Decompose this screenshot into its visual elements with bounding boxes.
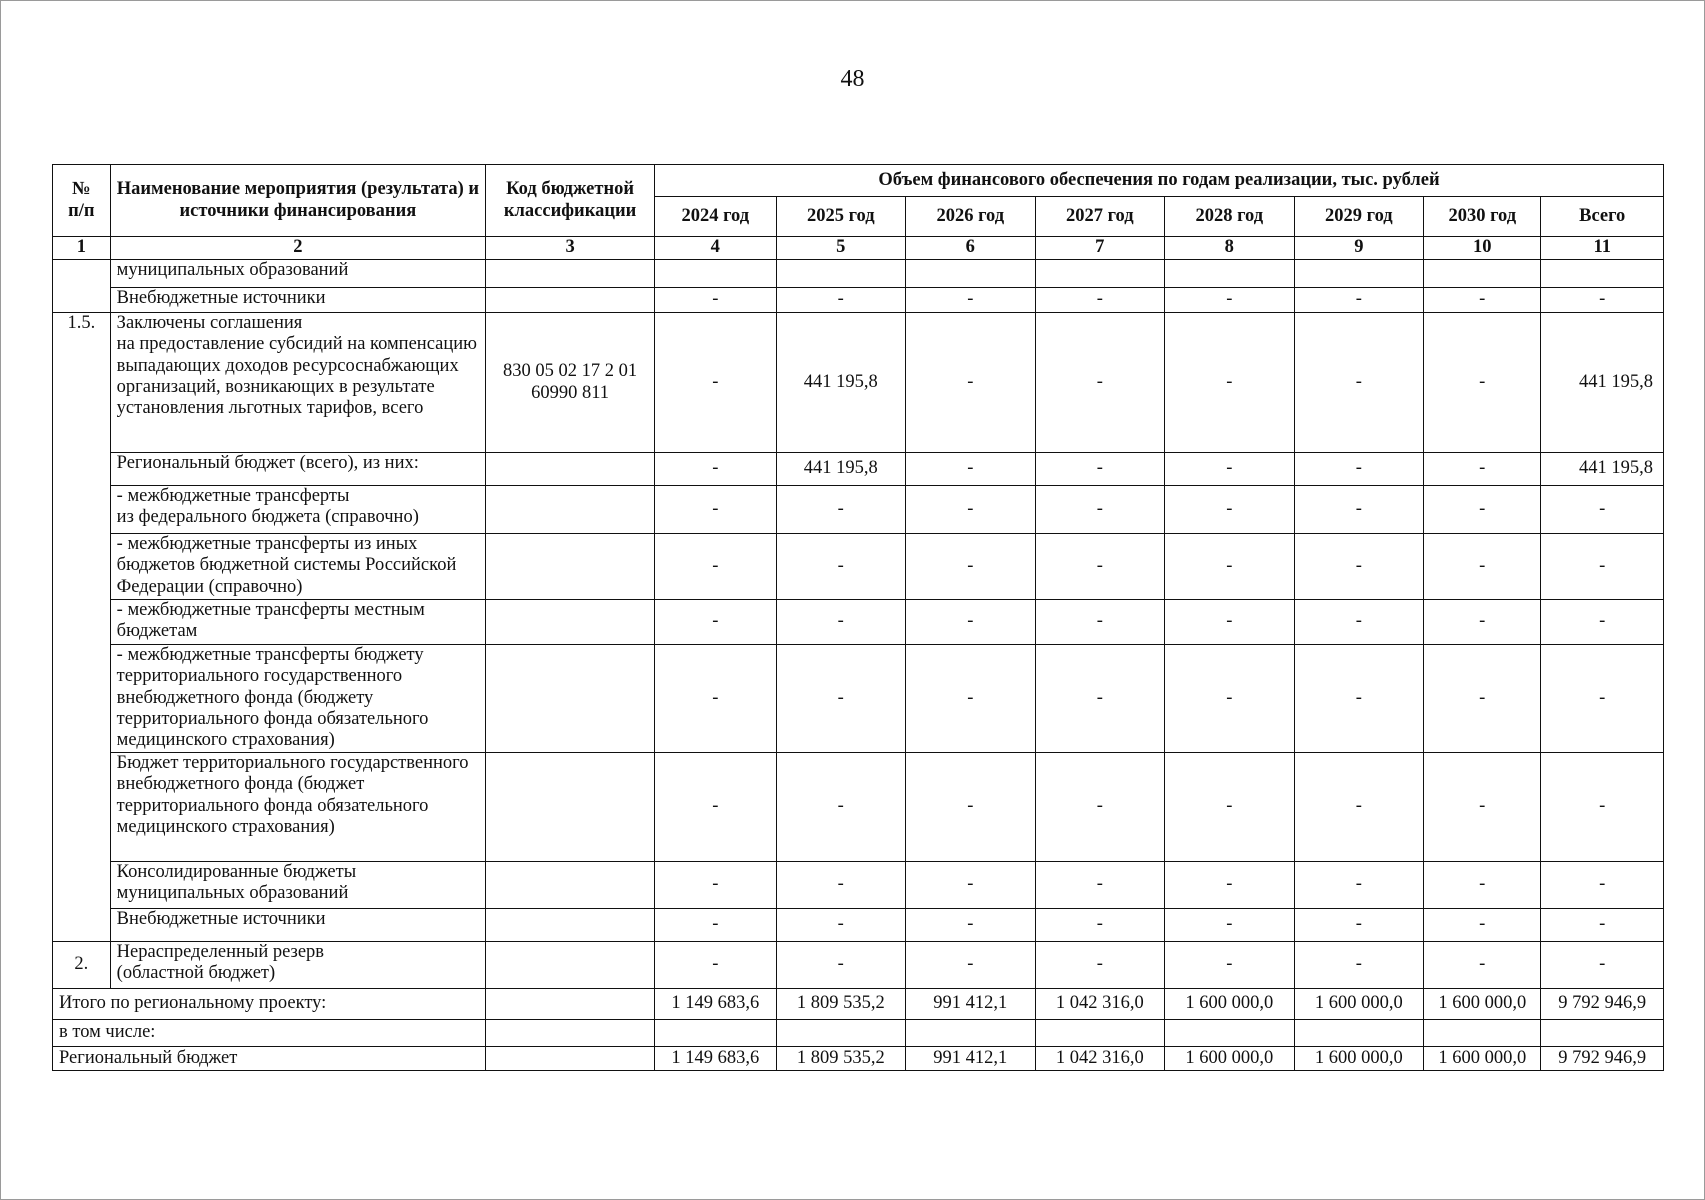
table-row <box>53 260 1664 288</box>
header-year: 2024 год <box>655 197 776 237</box>
totals-row <box>53 989 1664 1020</box>
year-value-cell: - <box>1424 288 1541 313</box>
table-row <box>53 753 1664 862</box>
year-value-cell: - <box>906 288 1036 313</box>
total-value-cell: - <box>1541 862 1664 909</box>
year-value-cell: - <box>1294 453 1424 486</box>
totals-row <box>53 1020 1664 1047</box>
row-name-cell: Внебюджетные источники <box>110 288 485 313</box>
total-value-cell: - <box>1541 288 1664 313</box>
table-row <box>53 534 1664 600</box>
financing-table <box>52 164 1664 1071</box>
year-value-cell: - <box>1165 453 1295 486</box>
budget-code-cell <box>486 909 655 942</box>
year-value-cell: - <box>1165 862 1295 909</box>
row-name-cell: - межбюджетные трансферты бюджету территориального государственного внебюджетного фонда (бюджету территориального фонда обязательного медицинского страхования) <box>110 645 485 753</box>
year-value-cell: - <box>1035 909 1165 942</box>
year-value-cell: - <box>1424 534 1541 600</box>
year-value-cell: - <box>1424 942 1541 989</box>
year-value-cell: - <box>655 313 776 453</box>
column-number: 8 <box>1165 237 1295 260</box>
year-value-cell: - <box>1294 486 1424 534</box>
year-value-cell: 1 042 316,0 <box>1035 989 1165 1020</box>
header-year: 2025 год <box>776 197 906 237</box>
year-value-cell: - <box>1424 909 1541 942</box>
year-value-cell: - <box>1424 313 1541 453</box>
year-value-cell: 1 600 000,0 <box>1165 989 1295 1020</box>
row-name-cell: муниципальных образований <box>110 260 485 288</box>
header-year: 2028 год <box>1165 197 1295 237</box>
total-value-cell <box>1541 1020 1664 1047</box>
totals-row <box>53 1047 1664 1071</box>
column-number: 4 <box>655 237 776 260</box>
year-value-cell: - <box>1294 534 1424 600</box>
year-value-cell <box>906 1020 1036 1047</box>
year-value-cell: - <box>1165 909 1295 942</box>
column-numbers-row <box>53 237 1664 260</box>
year-value-cell: - <box>776 645 906 753</box>
year-value-cell: - <box>655 453 776 486</box>
year-value-cell: - <box>1035 288 1165 313</box>
year-value-cell: - <box>776 909 906 942</box>
header-year: 2029 год <box>1294 197 1424 237</box>
header-name: Наименование мероприятия (результата) и источники финансирования <box>110 165 485 237</box>
budget-code-cell <box>486 1020 655 1047</box>
row-name-cell: - межбюджетные трансферты из федерального бюджета (справочно) <box>110 486 485 534</box>
table-row <box>53 600 1664 645</box>
year-value-cell: 991 412,1 <box>906 1047 1036 1071</box>
header-total: Всего <box>1541 197 1664 237</box>
year-value-cell: - <box>906 600 1036 645</box>
year-value-cell: 441 195,8 <box>776 453 906 486</box>
year-value-cell <box>1035 260 1165 288</box>
year-value-cell: - <box>1424 862 1541 909</box>
total-value-cell: 441 195,8 <box>1541 313 1664 453</box>
year-value-cell <box>906 260 1036 288</box>
year-value-cell: - <box>1294 862 1424 909</box>
page-number: 48 <box>840 66 865 92</box>
total-value-cell: - <box>1541 753 1664 862</box>
year-value-cell: - <box>1294 288 1424 313</box>
year-value-cell: - <box>1165 645 1295 753</box>
year-value-cell: 1 809 535,2 <box>776 1047 906 1071</box>
year-value-cell: - <box>1035 453 1165 486</box>
year-value-cell <box>655 260 776 288</box>
row-name-cell: - межбюджетные трансферты из иных бюджетов бюджетной системы Российской Федерации (справочно) <box>110 534 485 600</box>
header-year: 2030 год <box>1424 197 1541 237</box>
total-value-cell <box>1541 260 1664 288</box>
budget-code-cell <box>486 260 655 288</box>
year-value-cell: - <box>906 645 1036 753</box>
row-name-cell: Бюджет территориального государственного внебюджетного фонда (бюджет территориального фонда обязательного медицинского страхования) <box>110 753 485 862</box>
year-value-cell: - <box>1165 942 1295 989</box>
year-value-cell: 1 042 316,0 <box>1035 1047 1165 1071</box>
year-value-cell: - <box>1035 862 1165 909</box>
year-value-cell: - <box>1165 486 1295 534</box>
year-value-cell: - <box>655 753 776 862</box>
row-number-cell <box>53 260 111 313</box>
header-number: № п/п <box>53 165 111 237</box>
year-value-cell <box>1035 1020 1165 1047</box>
totals-label-cell: Региональный бюджет <box>53 1047 486 1071</box>
column-number: 2 <box>110 237 485 260</box>
year-value-cell: - <box>906 453 1036 486</box>
row-name-cell: Региональный бюджет (всего), из них: <box>110 453 485 486</box>
year-value-cell: - <box>1424 753 1541 862</box>
year-value-cell <box>1424 1020 1541 1047</box>
year-value-cell: - <box>1294 645 1424 753</box>
year-value-cell: - <box>1424 600 1541 645</box>
year-value-cell: - <box>776 486 906 534</box>
year-value-cell <box>655 1020 776 1047</box>
table-row <box>53 645 1664 753</box>
total-value-cell: - <box>1541 942 1664 989</box>
year-value-cell: 991 412,1 <box>906 989 1036 1020</box>
table-row <box>53 909 1664 942</box>
table-row <box>53 862 1664 909</box>
year-value-cell: - <box>1165 313 1295 453</box>
year-value-cell <box>776 1020 906 1047</box>
column-number: 6 <box>906 237 1036 260</box>
header-code: Код бюджетной классификации <box>486 165 655 237</box>
year-value-cell: 441 195,8 <box>776 313 906 453</box>
year-value-cell: - <box>1165 753 1295 862</box>
column-number: 11 <box>1541 237 1664 260</box>
year-value-cell: - <box>1165 600 1295 645</box>
header-year: 2026 год <box>906 197 1036 237</box>
year-value-cell: - <box>1424 486 1541 534</box>
year-value-cell: - <box>776 600 906 645</box>
total-value-cell: - <box>1541 534 1664 600</box>
year-value-cell: - <box>1035 645 1165 753</box>
year-value-cell: - <box>1165 288 1295 313</box>
total-value-cell: - <box>1541 486 1664 534</box>
total-value-cell: - <box>1541 645 1664 753</box>
row-number-cell: 1.5. <box>53 313 111 942</box>
totals-label-cell: в том числе: <box>53 1020 486 1047</box>
year-value-cell: 1 600 000,0 <box>1424 989 1541 1020</box>
budget-code-cell <box>486 862 655 909</box>
table-row <box>53 453 1664 486</box>
year-value-cell: - <box>776 288 906 313</box>
year-value-cell: - <box>906 942 1036 989</box>
budget-code-cell: 830 05 02 17 2 01 60990 811 <box>486 313 655 453</box>
year-value-cell: - <box>655 534 776 600</box>
year-value-cell: - <box>1165 534 1295 600</box>
year-value-cell: - <box>1294 600 1424 645</box>
column-number: 5 <box>776 237 906 260</box>
year-value-cell: 1 809 535,2 <box>776 989 906 1020</box>
year-value-cell: - <box>1294 753 1424 862</box>
budget-code-cell <box>486 453 655 486</box>
total-value-cell: - <box>1541 909 1664 942</box>
year-value-cell: - <box>776 534 906 600</box>
year-value-cell: - <box>655 909 776 942</box>
year-value-cell: - <box>1035 942 1165 989</box>
year-value-cell: - <box>906 909 1036 942</box>
year-value-cell: - <box>655 288 776 313</box>
year-value-cell: - <box>906 753 1036 862</box>
year-value-cell: - <box>1424 453 1541 486</box>
row-name-cell: Нераспределенный резерв (областной бюджет) <box>110 942 485 989</box>
total-value-cell: - <box>1541 600 1664 645</box>
budget-code-cell <box>486 486 655 534</box>
year-value-cell: 1 149 683,6 <box>655 1047 776 1071</box>
budget-code-cell <box>486 1047 655 1071</box>
year-value-cell <box>1424 260 1541 288</box>
year-value-cell: - <box>776 862 906 909</box>
year-value-cell: 1 600 000,0 <box>1424 1047 1541 1071</box>
year-value-cell <box>1165 260 1295 288</box>
year-value-cell: - <box>1294 942 1424 989</box>
budget-code-cell <box>486 753 655 862</box>
year-value-cell: - <box>1035 600 1165 645</box>
row-number-cell: 2. <box>53 942 111 989</box>
year-value-cell: 1 600 000,0 <box>1165 1047 1295 1071</box>
budget-code-cell <box>486 534 655 600</box>
year-value-cell: - <box>1294 313 1424 453</box>
year-value-cell: - <box>776 753 906 862</box>
budget-code-cell <box>486 989 655 1020</box>
column-number: 1 <box>53 237 111 260</box>
year-value-cell: - <box>1035 486 1165 534</box>
year-value-cell: - <box>655 486 776 534</box>
year-value-cell: - <box>1035 534 1165 600</box>
year-value-cell: - <box>906 862 1036 909</box>
year-value-cell: - <box>655 645 776 753</box>
year-value-cell: - <box>655 862 776 909</box>
table-row <box>53 288 1664 313</box>
year-value-cell: 1 149 683,6 <box>655 989 776 1020</box>
year-value-cell: - <box>655 600 776 645</box>
year-value-cell: 1 600 000,0 <box>1294 989 1424 1020</box>
year-value-cell: - <box>776 942 906 989</box>
year-value-cell: 1 600 000,0 <box>1294 1047 1424 1071</box>
year-value-cell: - <box>1035 753 1165 862</box>
year-value-cell: - <box>906 534 1036 600</box>
budget-code-cell <box>486 942 655 989</box>
budget-code-cell <box>486 288 655 313</box>
budget-code-cell <box>486 600 655 645</box>
table-row <box>53 942 1664 989</box>
column-number: 3 <box>486 237 655 260</box>
total-value-cell: 9 792 946,9 <box>1541 989 1664 1020</box>
totals-label-cell: Итого по региональному проекту: <box>53 989 486 1020</box>
year-value-cell: - <box>655 942 776 989</box>
year-value-cell <box>1294 1020 1424 1047</box>
year-value-cell: - <box>1294 909 1424 942</box>
header-year: 2027 год <box>1035 197 1165 237</box>
column-number: 7 <box>1035 237 1165 260</box>
year-value-cell: - <box>1035 313 1165 453</box>
column-number: 9 <box>1294 237 1424 260</box>
year-value-cell <box>1294 260 1424 288</box>
row-name-cell: Внебюджетные источники <box>110 909 485 942</box>
row-name-cell: Заключены соглашения на предоставление субсидий на компенсацию выпадающих доходов ресурсоснабжающих организаций, возникающих в результате установления льготных тарифов, всего <box>110 313 485 453</box>
total-value-cell: 441 195,8 <box>1541 453 1664 486</box>
table-row <box>53 486 1664 534</box>
row-name-cell: Консолидированные бюджеты муниципальных образований <box>110 862 485 909</box>
total-value-cell: 9 792 946,9 <box>1541 1047 1664 1071</box>
column-number: 10 <box>1424 237 1541 260</box>
year-value-cell <box>776 260 906 288</box>
year-value-cell <box>1165 1020 1295 1047</box>
year-value-cell: - <box>906 313 1036 453</box>
row-name-cell: - межбюджетные трансферты местным бюджетам <box>110 600 485 645</box>
year-value-cell: - <box>906 486 1036 534</box>
header-volume: Объем финансового обеспечения по годам реализации, тыс. рублей <box>655 165 1664 197</box>
year-value-cell: - <box>1424 645 1541 753</box>
table-row <box>53 313 1664 453</box>
budget-code-cell <box>486 645 655 753</box>
